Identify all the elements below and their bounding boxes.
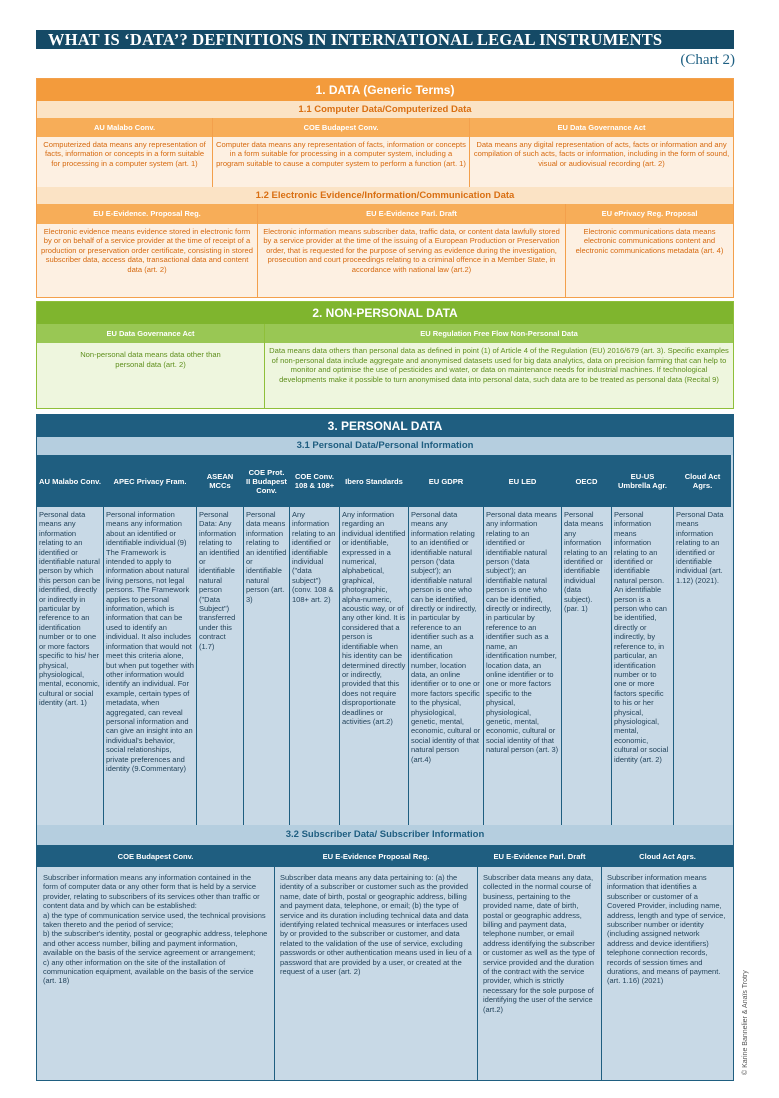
definition-cell: Personal data means any information relating to an identified or identifiable individual (data subject). (par. 1) [561,507,611,825]
page-title: WHAT IS ‘DATA’? DEFINITIONS IN INTERNATIONAL LEGAL INSTRUMENTS [36,30,734,49]
definition-cell: Personal information means any information about an identified or identifiable individual (9) The Framework is intended to apply to information about natural living persons, not legal persons. The Framework applies to personal information, which is information that can be used to identify an individual. It also includes information that would not meet this criteria alone, but when put together with other information would identify an individual. For example, certain types of metadata, when aggregated, can reveal personal information and can give an insight into an individual's behavior, social relationships, private preferences and identity (9.Commentary) [103,507,196,825]
section-data-generic [36,78,734,298]
definition-cell: Subscriber data means any data, collected in the normal course of business, pertaining to the provided name, date of birth, postal or geographic address, billing and payment data, telephone number, or email address identifying the subscriber or customer as well as the type of service provided and the duration of the contract with the service provider, which is strictly necessary for the sole purpose of identifying the user of the service (art.2) [477,867,601,1080]
column-head: COE Conv. 108 & 108+ [289,455,339,507]
chart-subtitle: (Chart 2) [680,52,735,68]
definition-cell: Computerized data means any representation of facts, information or concepts in a form suitable for processing in a computer system (art. 1) [37,137,212,187]
definition-cell: Personal data means any information relating to an identified or identifiable natural person by which this person can be identified, directly or indirectly in particular by reference to an identification number or to one or more factors specific to his/ her physical, physiological, mental, economic, cultural or social identity (art. 1) [37,507,103,825]
definition-cell: Personal information means information relating to an identified or identifiable natural person. An identifiable person is a person who can be identified, directly or indirectly, by reference to, in particular, an identification number or to one or more factors specific to his or her physical, physiological, mental, economic, cultural or social identity (art. 2) [611,507,673,825]
column-head: EU ePrivacy Reg. Proposal [565,204,733,224]
section-2-title: 2. NON-PERSONAL DATA [37,302,733,324]
column-head: EU GDPR [408,455,483,507]
definition-cell: Computer data means any representation of facts, information or concepts in a form suitable for processing in a computer system, including a program suitable to cause a computer system to perform a function (art. 1) [212,137,469,187]
column-head: OECD [561,455,611,507]
section-3-1-title: 3.1 Personal Data/Personal Information [37,437,733,455]
section-non-personal-data [36,301,734,409]
section-personal-data [36,414,734,1081]
column-head: AU Malabo Conv. [37,455,103,507]
column-head: EU Data Governance Act [37,324,264,343]
definition-cell: Personal data means any information relating to an identified or identifiable natural person ('data subject'); an identifiable natural person is one who can be identified, directly or indirectly, in particular by reference to an identifier such as a name, an identification number, location data, an online identifier or to one or more factors specific to the physical, physiological, genetic, mental, economic, cultural or social identity of that natural person (art. 3) [483,507,561,825]
definition-cell: Electronic evidence means evidence stored in electronic form by or on behalf of a service provider at the time of receipt of a production or preservation order certificate, consisting in stored subscriber data, access data, transactional data and content data (art. 2) [37,224,257,297]
column-head: COE Prot. II Budapest Conv. [243,455,289,507]
column-head: Cloud Act Agrs. [601,845,733,867]
column-head: EU Data Governance Act [469,118,733,137]
credit-text: © Karine Bannelier & Anaïs Trotry [742,970,749,1075]
definition-cell: Any information relating to an identified or identifiable individual ("data subject") (conv. 108 & 108+ art. 2) [289,507,339,825]
definition-cell: Any information regarding an individual identified or identifiable, expressed in a numerical, alphabetical, graphical, photographic, alpha-numeric, acoustic way, or of any other kind. It is considered that a person is identifiable when his identity can be determined directly or indirectly, provided that this does not require disproportionate deadlines or activities (art.2) [339,507,408,825]
definition-cell: Personal Data means information relating to an identified or identifiable individual (art. 1.12) (2021). [673,507,731,825]
definition-cell: Data means any digital representation of acts, facts or information and any compilation of such acts, facts or information, including in the form of sound, visual or audiovisual recording (art. 2) [469,137,733,187]
definition-cell: Personal data means any information relating to an identified or identifiable natural person ('data subject'); an identifiable natural person is one who can be identified, directly or indirectly, in particular by reference to an identifier such as a name, an identification number, location data, an online identifier or to one or more factors specific to the physical, physiological, genetic, mental, economic, cultural or social identity of that natural person (art.4) [408,507,483,825]
definition-cell: Personal data means information relating to an identified or identifiable natural person (art. 3) [243,507,289,825]
section-1-title: 1. DATA (Generic Terms) [37,79,733,101]
column-head: EU E-Evidence Parl. Draft [257,204,565,224]
column-head: ASEAN MCCs [196,455,243,507]
column-head: COE Budapest Conv. [37,845,274,867]
column-head: EU-US Umbrella Agr. [611,455,673,507]
column-head: EU E-Evidence Parl. Draft [477,845,601,867]
column-head: Cloud Act Agrs. [673,455,731,507]
column-head: EU E-Evidence. Proposal Reg. [37,204,257,224]
definition-cell: Subscriber information means any information contained in the form of computer data or any other form that is held by a service provider, relating to subscribers of its services other than traffic or content data and by which can be established: a) the type of communication service used, the technical provisions taken thereto and the period of service; b) the subscriber's identity, postal or geographic address, telephone and other access number, billing and payment information, available on the basis of the service agreement or arrangement; c) any other information on the site of the installation of communication equipment, available on the basis of the service (art. 18) [37,867,274,1080]
section-1-1-title: 1.1 Computer Data/Computerized Data [37,101,733,118]
column-head: EU E-Evidence Proposal Reg. [274,845,477,867]
section-3-2-title: 3.2 Subscriber Data/ Subscriber Information [37,825,733,845]
definition-cell: Non-personal data means data other than personal data (art. 2) [37,343,264,408]
definition-cell: Subscriber information means information that identifies a subscriber or customer of a Covered Provider, including name, address, length and type of service, subscriber number or identity (including assigned network address and device identifiers) telephone connection records, records of session times and durations, and means of payment. (art. 1.16) (2021) [601,867,733,1080]
section-3-title: 3. PERSONAL DATA [37,415,733,437]
column-head: COE Budapest Conv. [212,118,469,137]
definition-cell: Data means data others than personal data as defined in point (1) of Article 4 of the Regulation (EU) 2016/679 (art. 3). Specific examples of non-personal data include aggregate and anonymised datasets used for big data analytics, data on precision farming that can help to monitor and optimise the use of pesticides and water, or data on maintenance needs for industrial machines. If technological developments make it possible to turn anonymised data into personal data, such data are to be treated as personal data (Recital 9) [264,343,733,408]
definition-cell: Personal Data: Any information relating to an identified or identifiable natural person ("Data Subject") transferred under this contract (1.7) [196,507,243,825]
column-head: EU Regulation Free Flow Non-Personal Data [264,324,733,343]
definition-cell: Electronic communications data means electronic communications content and electronic communications metadata (art. 4) [565,224,733,297]
credit [742,930,754,1075]
column-head: AU Malabo Conv. [37,118,212,137]
column-head: APEC Privacy Fram. [103,455,196,507]
section-1-2-title: 1.2 Electronic Evidence/Information/Communication Data [37,187,733,204]
column-head: Ibero Standards [339,455,408,507]
definition-cell: Electronic information means subscriber data, traffic data, or content data lawfully stored by a service provider at the time of the issuing of a European Production or Preservation order, that is requested for the purpose of serving as evidence during the investigation, prosecution and court proceedings relating to a criminal offence in a Member State, in accordance with national law (art.2) [257,224,565,297]
definition-cell: Subscriber data means any data pertaining to: (a) the identity of a subscriber or customer such as the provided name, date of birth, postal or geographic address, billing and payment data, telephone, or email; (b) the type of service and its duration including technical data and data identifying related technical measures or interfaces used by or provided to the subscriber or customer, and data related to the validation of the use of service, excluding passwords or other authentication means used in lieu of a password that are provided by a user, or created at the request of a user (art. 2) [274,867,477,1080]
column-head: EU LED [483,455,561,507]
